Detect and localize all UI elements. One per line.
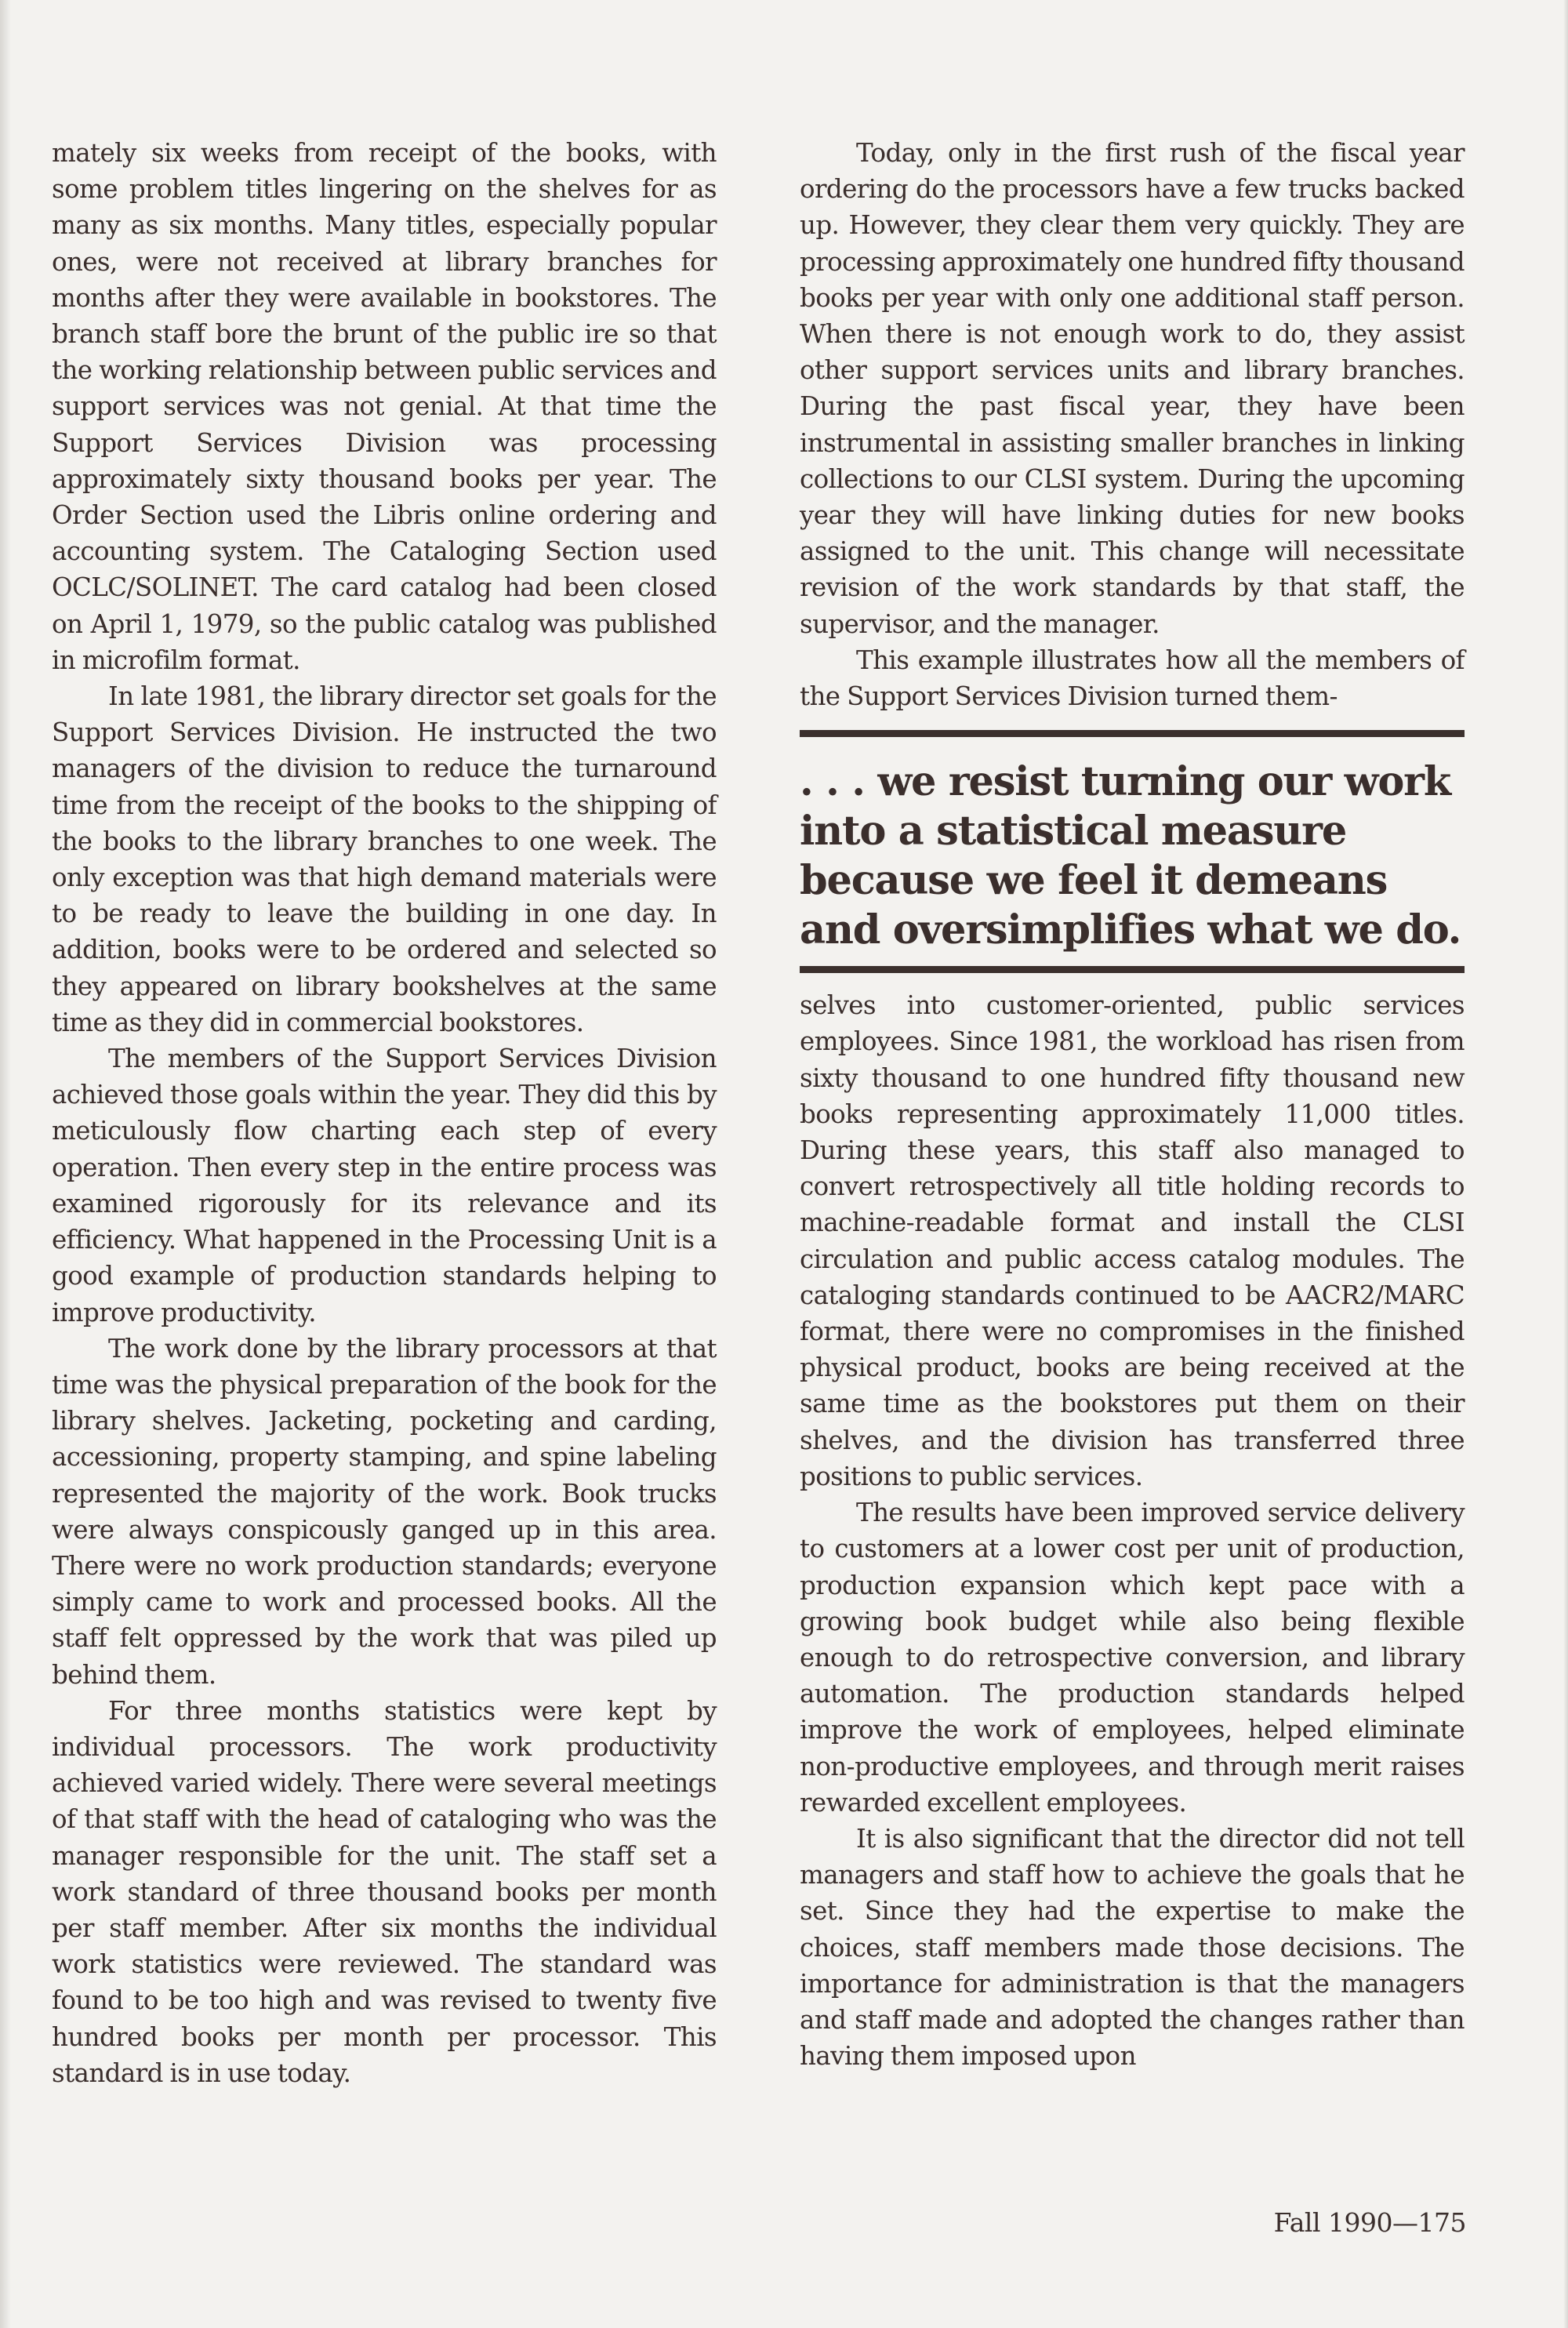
paragraph: For three months statistics were kept by individual processors. The work productivity achieved varied widely. There were several meetings of that staff with the head of cataloging who was the manager responsible for the unit. The staff set a work standard of three thousand books per month per staff member. After six months the individual work statistics were reviewed. The standard was found to be too high and was revised to twenty five hundred books per month per processor. This standard is in use today. [52,1695,717,2088]
paragraph: The results have been improved service delivery to customers at a lower cost per unit of production, production expansion which kept pace with a growing book budget while also being flexible enough to do retrospective conversion, and library automation. The production standards helped improve the work of employees, helped eliminate non-productive employees, and through merit raises rewarded excellent employees. [800,1498,1465,1818]
page-right-edge [1563,0,1568,2328]
paragraph: selves into customer-oriented, public services employees. Since 1981, the workload has risen from sixty thousand to one hundred fifty thousand new books representing approximately 11,000 titles. During these years, this staff also managed to convert retrospectively all title holding records to machine-readable format and install the CLSI circulation and public access catalog modules. The cataloging standards continued to be AACR2/MARC format, there were no compromises in the finished physical product, books are being received at the same time as the bookstores put them on their shelves, and the division has transferred three positions to public services. [800,990,1465,1491]
paragraph: The work done by the library processors at that time was the physical preparation of the book for the library shelves. Jacketing, pocketing and carding, accessioning, property stamping, and spine labeling represented the majority of the work. Book trucks were always conspicously ganged up in this area. There were no work production standards; everyone simply came to work and processed books. All the staff felt oppressed by the work that was piled up behind them. [52,1333,717,1690]
pull-quote-text: . . . we resist turning our work into a statistical measure because we feel it demeans and oversimplifies what we do. [800,758,1461,954]
paragraph: mately six weeks from receipt of the books, with some problem titles lingering on the shelves for as many as six months. Many titles, especially popular ones, were not received at library branches for months after they were available in bookstores. The branch staff bore the brunt of the public ire so that the working relationship between public services and support services was not genial. At that time the Support Services Division was processing approximately sixty thousand books per year. The Order Section used the Libris online ordering and accounting system. The Cataloging Section used OCLC/SOLINET. The card catalog had been closed on April 1, 1979, so the public catalog was published in microfilm format. [52,138,717,675]
paragraph: This example illustrates how all the members of the Support Services Division turned them- [800,645,1465,712]
left-column [52,135,717,2091]
paragraph: It is also significant that the director did not tell managers and staff how to achieve the goals that he set. Since they had the expertise to make the choices, staff members made those decisions. The importance for administration is that the managers and staff made and adopted the changes rather than having them imposed upon [800,1823,1465,2072]
right-column [800,135,1465,2074]
pull-quote [800,730,1465,973]
paragraph: The members of the Support Services Division achieved those goals within the year. They did this by meticulously flow charting each step of every operation. Then every step in the entire process was examined rigorously for its relevance and its efficiency. What happened in the Processing Unit is a good example of production standards helping to improve productivity. [52,1044,717,1327]
page-folio: Fall 1990—175 [1273,2207,1466,2238]
paragraph: In late 1981, the library director set goals for the Support Services Division. He instructed the two managers of the division to reduce the turnaround time from the receipt of the books to the shipping of the books to the library branches to one week. The only exception was that high demand materials were to be ready to leave the building in one day. In addition, books were to be ordered and selected so they appeared on library bookshelves at the same time as they did in commercial bookstores. [52,681,717,1037]
paragraph: Today, only in the first rush of the fiscal year ordering do the processors have a few trucks backed up. However, they clear them very quickly. They are processing approximately one hundred fifty thousand books per year with only one additional staff person. When there is not enough work to do, they assist other support services units and library branches. During the past fiscal year, they have been instrumental in assisting smaller branches in linking collections to our CLSI system. During the upcoming year they will have linking duties for new books assigned to the unit. This change will necessitate revision of the work standards by that staff, the supervisor, and the manager. [800,138,1465,639]
page-binding-edge [0,0,11,2328]
